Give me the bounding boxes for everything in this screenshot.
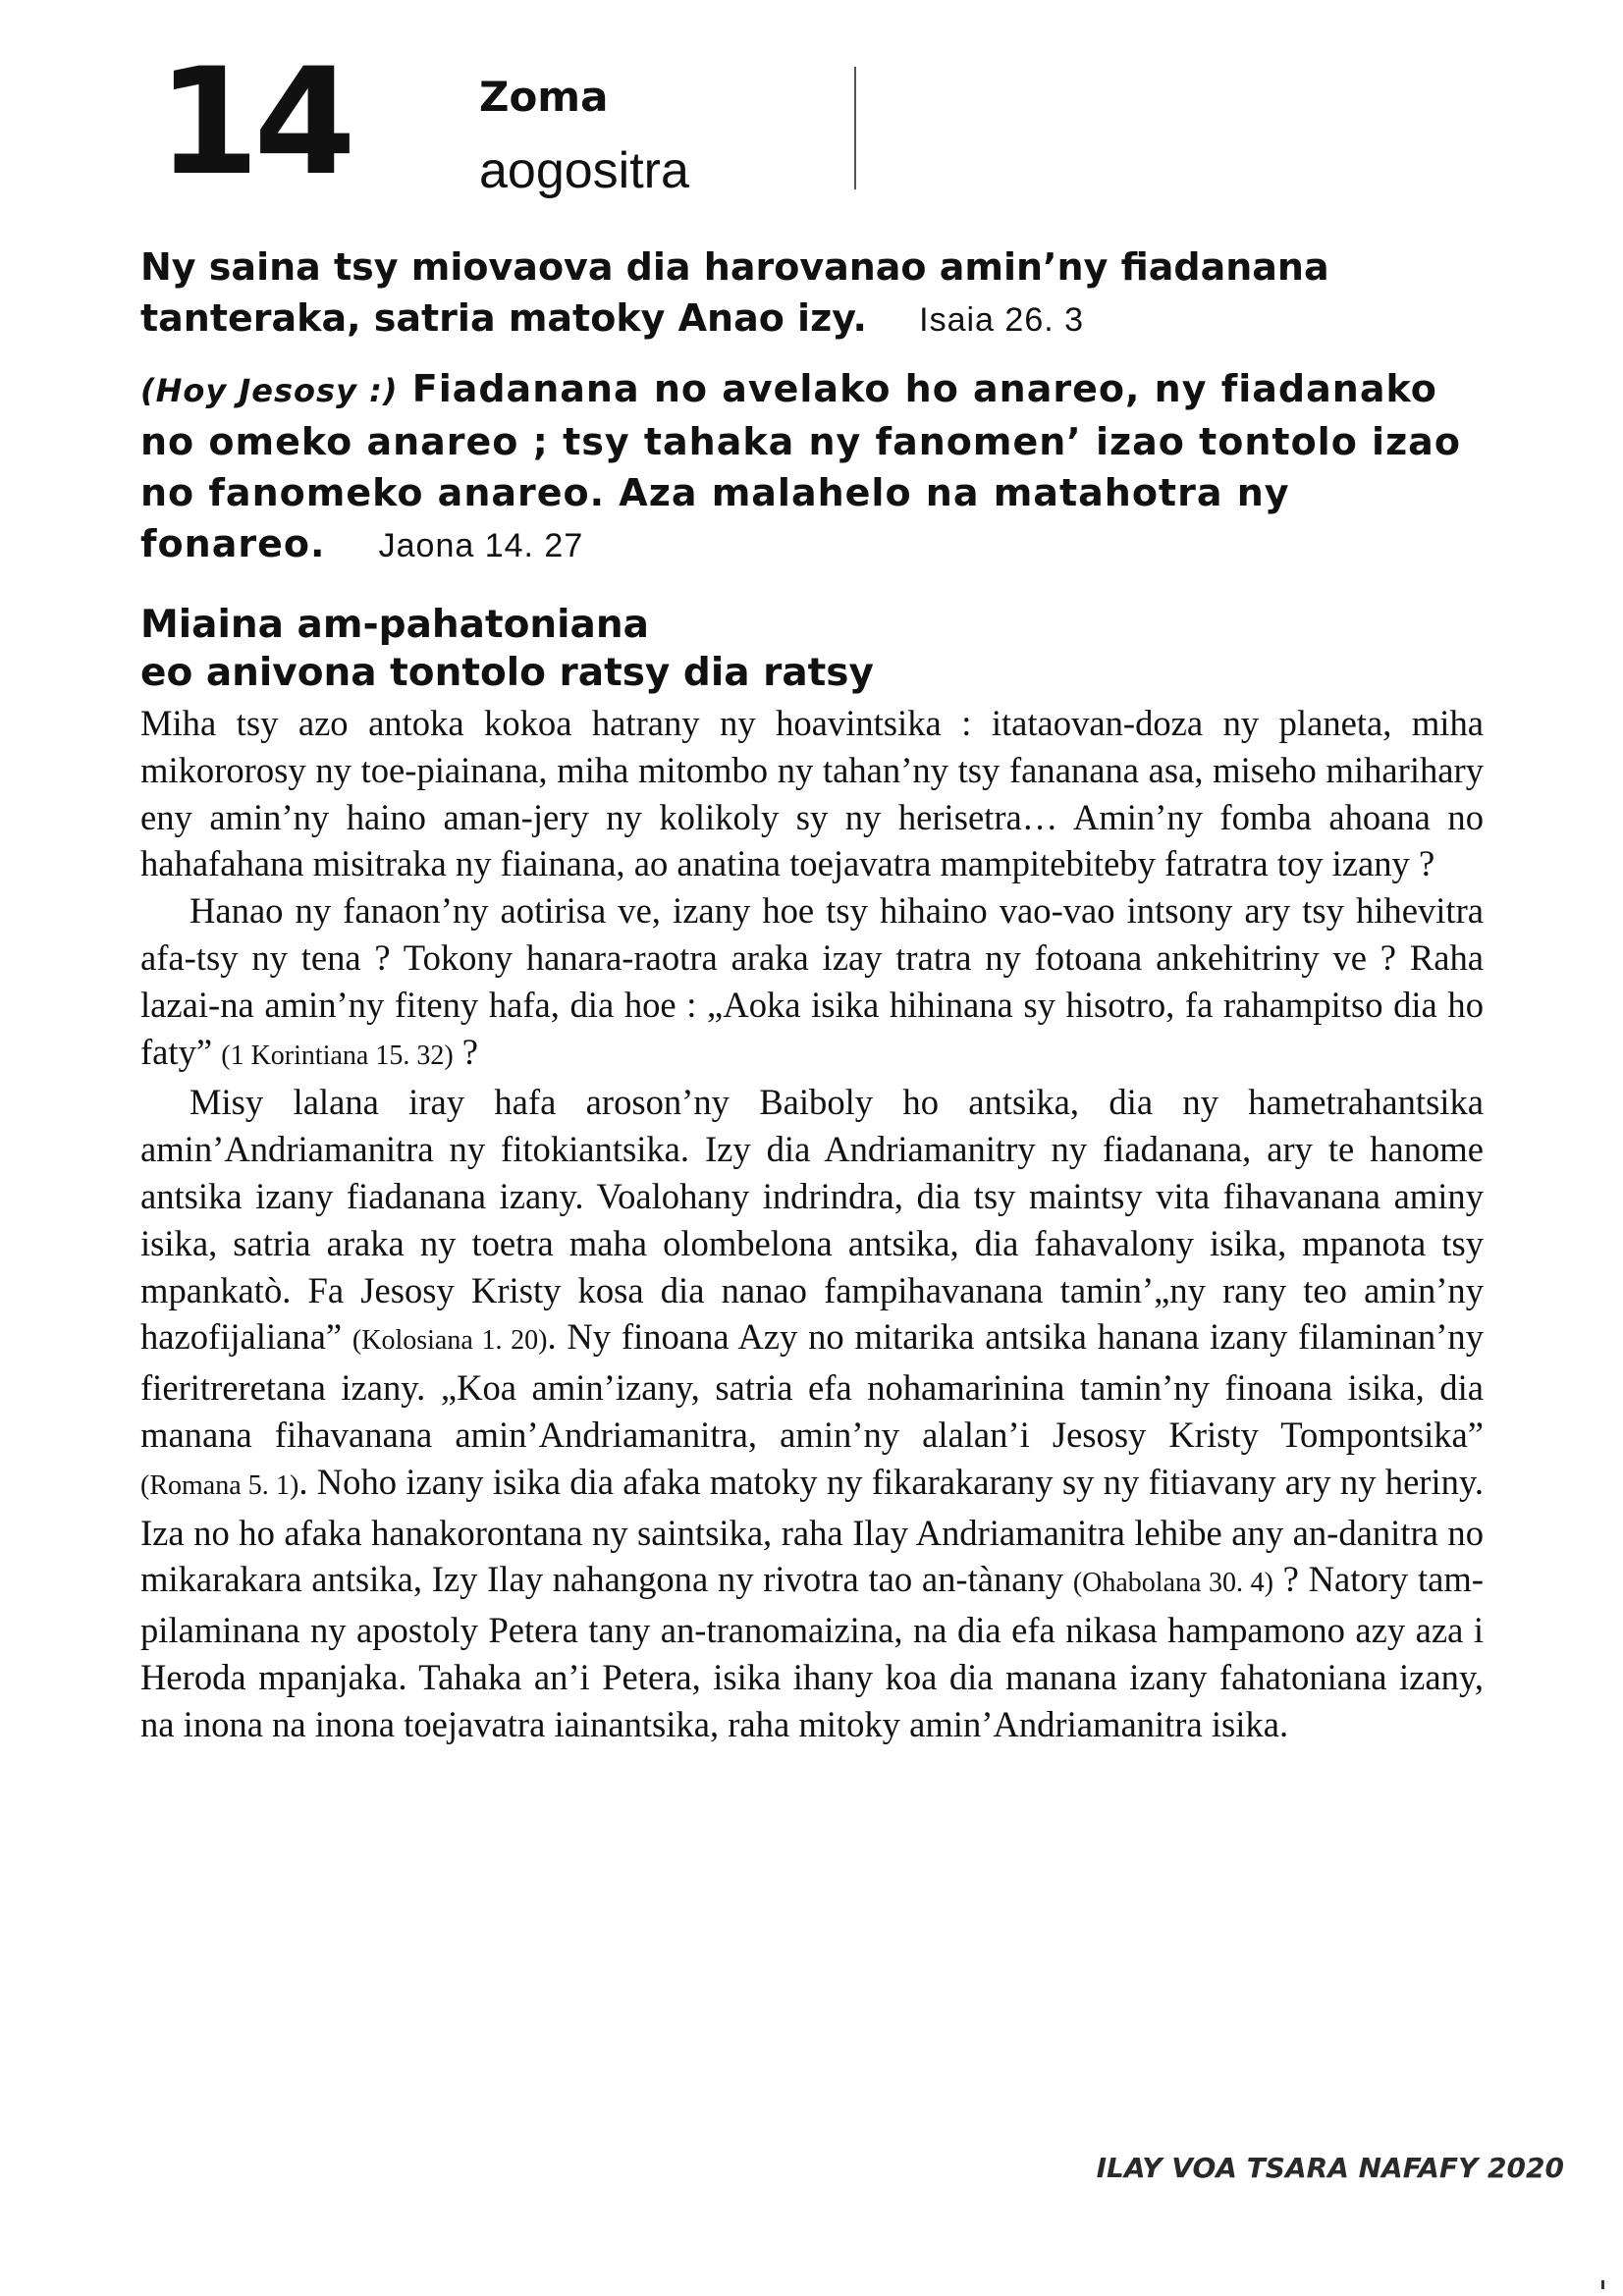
month-label: aogositra [479,142,689,199]
verse-block-2 [140,363,1486,571]
verse-text: Ny saina tsy miovaova dia harovanao amin’ny fiadanana tanteraka, satria matoky Anao izy. [140,245,1329,340]
scripture-citation: (Kolosiana 1. 20) [352,1325,548,1357]
paragraph-2: Hanao ny fanaon’ny aotirisa ve, izany hoe tsy hihaino vao-vao intsony ary tsy hihevitra afa-tsy ny tena ? Tokony hanara-raotra araka izay tratra ny fotoana ankehitriny ve ? Raha lazai-na amin’ny fiteny hafa, dia hoe : „Aoka isika hihinana sy hisotro, fa rahampitso dia ho faty” (1 Korintiana 15. 32) ? [140,890,1484,1072]
day-number: 14 [157,37,351,208]
header-divider [854,67,856,189]
scripture-citation: (Romana 5. 1) [140,1469,299,1501]
section-title-line-2: eo anivona tontolo ratsy dia ratsy [140,651,874,695]
section-title [140,601,874,697]
weekday-label: Zoma [479,73,609,121]
paragraph-1: Miha tsy azo antoka kokoa hatrany ny hoavintsika : itataovan-doza ny planeta, miha mikororosy ny toe-piainana, miha mitombo ny tahan’ny tsy fananana asa, miseho miharihary eny amin’ny haino aman-jery ny kolikoly sy ny herisetra… Amin’ny fomba ahoana no hahafahana misitraka ny fiainana, ao anatina toejavatra mampitebiteby fatratra toy izany ? [140,703,1484,884]
verse-block-1 [140,241,1486,346]
meditation-body [140,700,1484,1748]
verse-reference: Jaona 14. 27 [378,527,584,564]
page-edge-mark [1601,2280,1604,2289]
section-title-line-1: Miaina am-pahatoniana [140,603,649,647]
verse-speaker: (Hoy Jesosy :) [140,372,399,409]
scripture-citation: (Ohabolana 30. 4) [1072,1568,1273,1599]
publication-footer: ILAY VOA TSARA NAFAFY 2020 [1096,2152,1564,2184]
verse-reference: Isaia 26. 3 [919,301,1085,339]
verse-text: Fiadanana no avelako ho anareo, ny fiadanako no omeko anareo ; tsy tahaka ny fanomen’ izao tontolo izao no fanomeko anareo. Aza malahelo na matahotra ny fonareo. [140,367,1461,565]
paragraph-3: Misy lalana iray hafa aroson’ny Baiboly ho antsika, dia ny hametrahantsika amin’Andriamanitra ny fitokiantsika. Izy dia Andriamanitry ny fiadanana, ary te hanome antsika izany fiadanana izany. Voalohany indrindra, dia tsy maintsy vita fihavanana aminy isika, satria araka ny toetra maha olombelona antsika, dia fahavalony isika, mpanota tsy mpankatò. Fa Jesosy Kristy kosa dia nanao fampihavanana tamin’„ny rany teo amin’ny hazofijaliana” (Kolosiana 1. 20). Ny finoana Azy no mitarika antsika hanana izany filaminan’ny fieritreretana izany. „Koa amin’izany, satria efa nohamarinina tamin’ny finoana isika, dia manana fihavanana amin’Andriamanitra, amin’ny alalan’i Jesosy Kristy Tompontsika” (Romana 5. 1). Noho izany isika dia afaka matoky ny fikarakarany sy ny fitiavany ary ny heriny. Iza no ho afaka hanakorontana ny saintsika, raha Ilay Andriamanitra lehibe any an-danitra no mikarakara antsika, Izy Ilay nahangona ny rivotra tao an-tànany (Ohabolana 30. 4) ? Natory tam-pilaminana ny apostoly Petera tany an-tranomaizina, na dia efa nikasa hampamono azy aza i Heroda mpanjaka. Tahaka an’i Petera, isika ihany koa dia manana izany fahatoniana izany, na inona na inona toejavatra iainantsika, raha mitoky amin’Andriamanitra isika. [140,1082,1485,1744]
scripture-citation: (1 Korintiana 15. 32) [221,1040,454,1071]
